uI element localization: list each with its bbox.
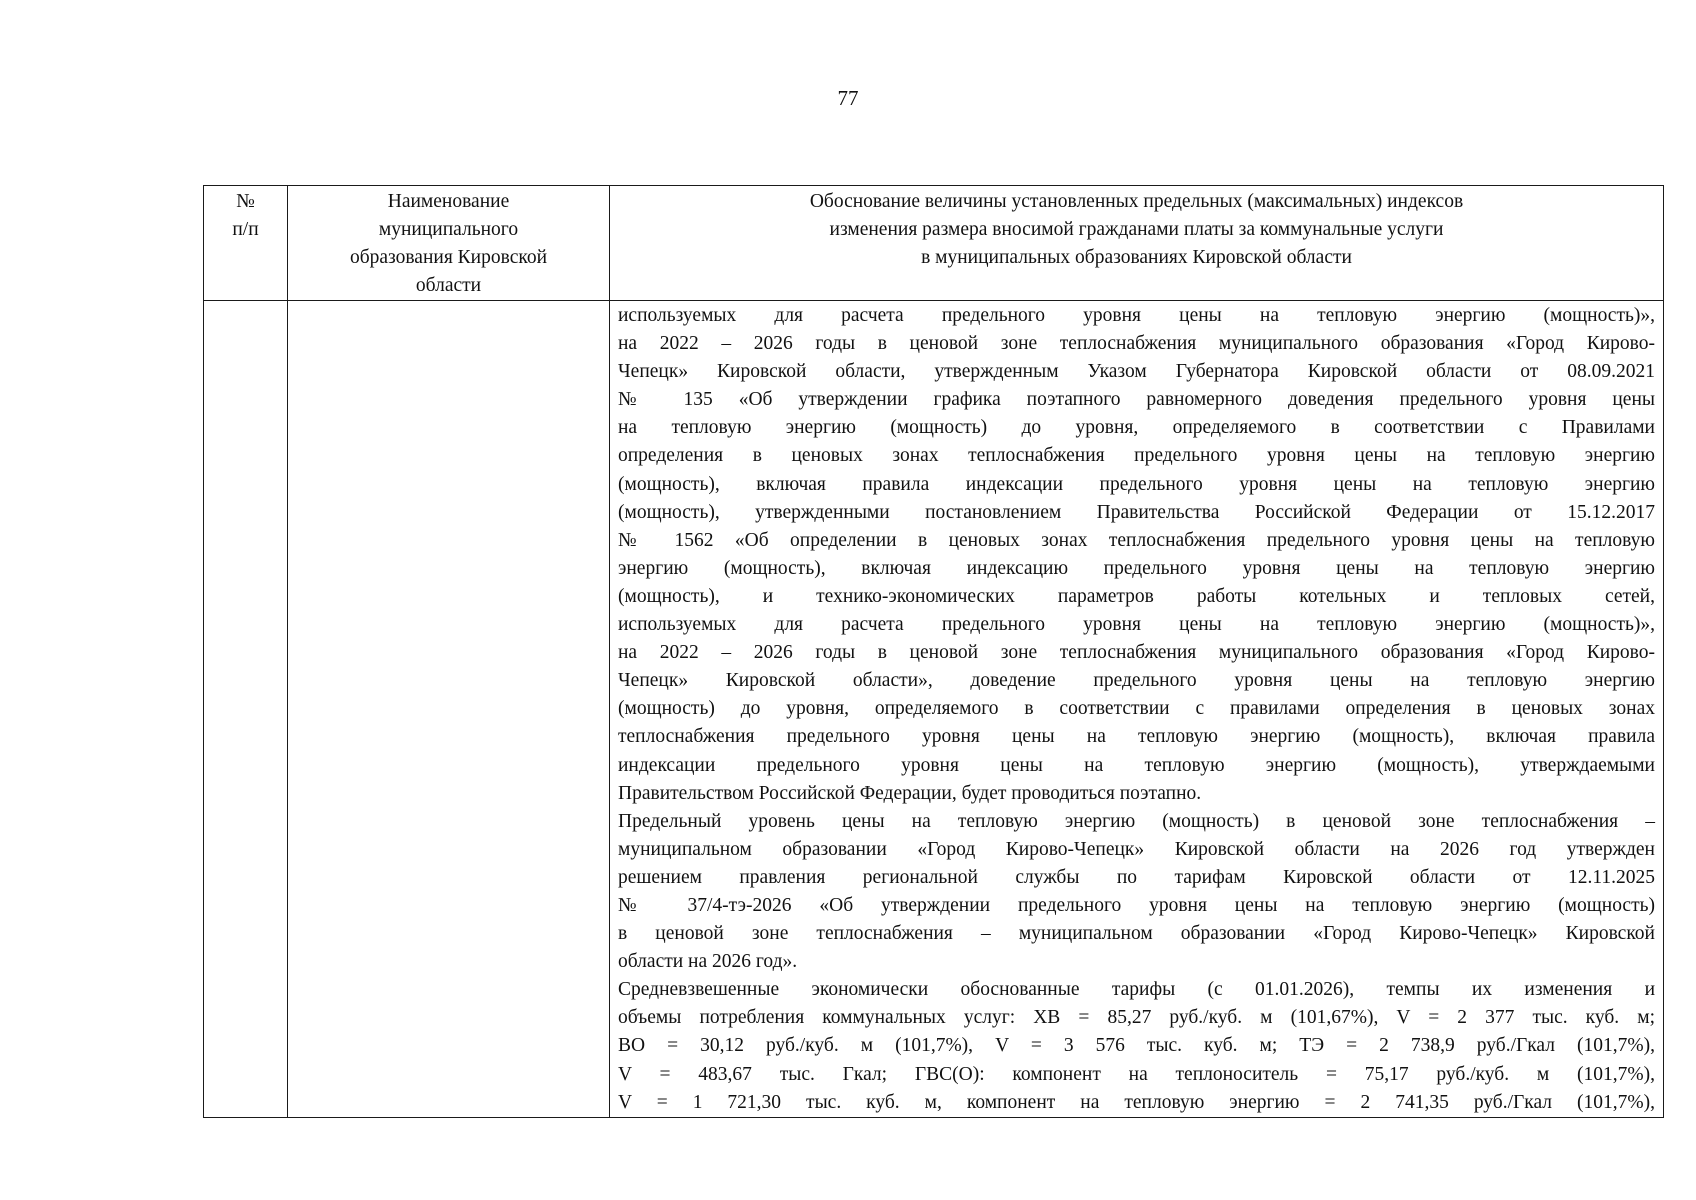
- header-name-line-3: образования Кировской: [349, 247, 548, 268]
- header-justification: [610, 186, 1664, 301]
- header-just-line-3: в муниципальных образованиях Кировской области: [921, 247, 1352, 268]
- text-line: на тепловую энергию (мощность) до уровня, определяемого в соответствии с Правилами: [618, 417, 1655, 439]
- text-line: Предельный уровень цены на тепловую энергию (мощность) в ценовой зоне теплоснабжения –: [618, 810, 1655, 832]
- text-line: Правительством Российской Федерации, будет проводиться поэтапно.: [618, 782, 1202, 804]
- table-row: [204, 301, 1664, 1118]
- text-line: в ценовой зоне теплоснабжения – муниципальном образовании «Город Кирово-Чепецк» Кировской: [618, 923, 1655, 945]
- text-line: объемы потребления коммунальных услуг: ХВ = 85,27 руб./куб. м (101,67%), V = 2 377 тыс. куб. м;: [618, 1007, 1655, 1029]
- text-line: определения в ценовых зонах теплоснабжения предельного уровня цены на тепловую энергию: [618, 445, 1655, 467]
- header-municipality-name: [288, 186, 610, 301]
- text-line: Чепецк» Кировской области, утвержденным Указом Губернатора Кировской области от 08.09.2021: [618, 361, 1655, 383]
- text-line: (мощность), утвержденными постановлением Правительства Российской Федерации от 15.12.2017: [618, 501, 1655, 523]
- text-line: (мощность), включая правила индексации предельного уровня цены на тепловую энергию: [618, 473, 1655, 495]
- text-line: на 2022 – 2026 годы в ценовой зоне теплоснабжения муниципального образования «Город Кирово-: [618, 642, 1655, 664]
- text-line: V = 483,67 тыс. Гкал; ГВС(О): компонент на теплоноситель = 75,17 руб./куб. м (101,7%),: [618, 1063, 1655, 1085]
- header-just-line-2: изменения размера вносимой гражданами платы за коммунальные услуги: [829, 219, 1444, 240]
- text-line: области на 2026 год».: [618, 951, 798, 973]
- text-line: ВО = 30,12 руб./куб. м (101,7%), V = 3 576 тыс. куб. м; ТЭ = 2 738,9 руб./Гкал (101,7%),: [618, 1035, 1655, 1057]
- text-line: индексации предельного уровня цены на тепловую энергию (мощность), утверждаемыми: [618, 754, 1655, 776]
- text-line: энергию (мощность), включая индексацию предельного уровня цены на тепловую энергию: [618, 557, 1655, 579]
- header-num-line-2: п/п: [232, 219, 259, 240]
- text-line: № 1562 «Об определении в ценовых зонах теплоснабжения предельного уровня цены на тепловую: [618, 529, 1655, 551]
- text-line: теплоснабжения предельного уровня цены на тепловую энергию (мощность), включая правила: [618, 726, 1655, 748]
- cell-municipality-name: [288, 301, 610, 1118]
- cell-justification-text: [610, 301, 1664, 1118]
- table-header-row: [204, 186, 1664, 301]
- text-line: № 37/4-тэ-2026 «Об утверждении предельного уровня цены на тепловую энергию (мощность): [618, 894, 1655, 916]
- text-line: (мощность), и технико-экономических параметров работы котельных и тепловых сетей,: [618, 585, 1655, 607]
- cell-num: [204, 301, 288, 1118]
- header-just-line-1: Обоснование величины установленных предельных (максимальных) индексов: [809, 191, 1464, 212]
- text-line: используемых для расчета предельного уровня цены на тепловую энергию (мощность)»,: [618, 305, 1655, 326]
- text-line: Средневзвешенные экономически обоснованные тарифы (с 01.01.2026), темпы их изменения и: [618, 979, 1655, 1001]
- text-line: решением правления региональной службы по тарифам Кировской области от 12.11.2025: [618, 866, 1655, 888]
- text-line: используемых для расчета предельного уровня цены на тепловую энергию (мощность)»,: [618, 614, 1655, 636]
- text-line: (мощность) до уровня, определяемого в соответствии с правилами определения в ценовых зонах: [618, 698, 1655, 720]
- page-number: 77: [837, 86, 859, 110]
- justification-paragraphs: [618, 302, 1655, 1117]
- text-line: Чепецк» Кировской области», доведение предельного уровня цены на тепловую энергию: [618, 670, 1655, 692]
- text-line: на 2022 – 2026 годы в ценовой зоне теплоснабжения муниципального образования «Город Кирово-: [618, 333, 1655, 355]
- text-line: V = 1 721,30 тыс. куб. м, компонент на тепловую энергию = 2 741,35 руб./Гкал (101,7%),: [618, 1091, 1655, 1113]
- text-line: № 135 «Об утверждении графика поэтапного равномерного доведения предельного уровня цены: [618, 389, 1655, 411]
- header-name-line-1: Наименование: [387, 191, 510, 212]
- header-name-line-4: области: [415, 275, 482, 296]
- text-line: муниципальном образовании «Город Кирово-Чепецк» Кировской области на 2026 год утвержден: [618, 838, 1655, 860]
- justification-table: [203, 185, 1664, 1118]
- header-num: [204, 186, 288, 301]
- header-num-line-1: №: [236, 191, 255, 212]
- header-name-line-2: муниципального: [378, 219, 519, 240]
